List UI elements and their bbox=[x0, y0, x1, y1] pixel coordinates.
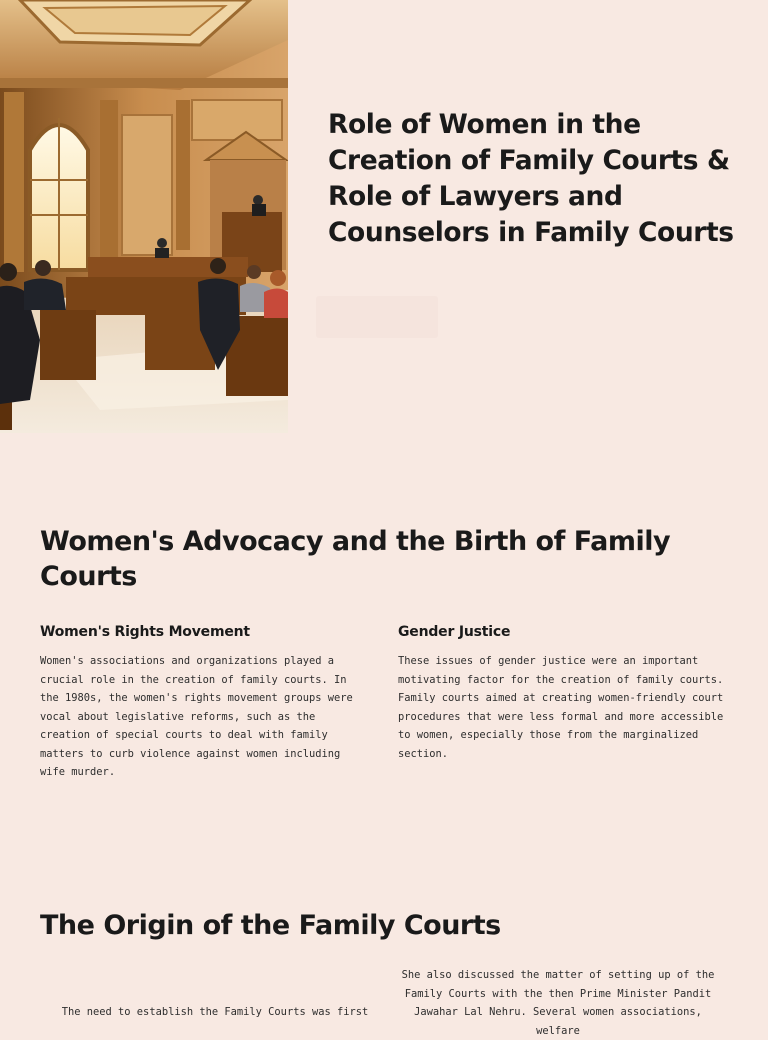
rights-movement-text: Women's associations and organizations played a crucial role in the creation of family courts. In the 1980s, the women's rights movement groups were vocal about legislative reforms, such as the creation of special courts to deal with family matters to curb violence against women including wife murder. bbox=[40, 655, 353, 778]
rights-movement-heading: Women's Rights Movement bbox=[40, 624, 250, 640]
hero-button[interactable] bbox=[316, 296, 438, 338]
advocacy-heading: Women's Advocacy and the Birth of Family Courts bbox=[40, 526, 671, 592]
page-title: Role of Women in the Creation of Family Courts & Role of Lawyers and Counselors in Family Courts bbox=[328, 109, 734, 248]
gender-justice-text: These issues of gender justice were an important motivating factor for the creation of family courts. Family courts aimed at creating women-friendly court procedures that were less formal and more accessible to women, especially those from the marginalized section. bbox=[398, 655, 724, 760]
courtroom-image bbox=[0, 0, 288, 433]
origin-left-text: The need to establish the Family Courts was first bbox=[61, 1006, 369, 1018]
gender-justice-heading: Gender Justice bbox=[398, 624, 511, 640]
origin-right-text: She also discussed the matter of setting up of the Family Courts with the then Prime Minister Pandit Jawahar Lal Nehru. Several women associations, welfare bbox=[401, 969, 715, 1037]
origin-heading: The Origin of the Family Courts bbox=[40, 910, 501, 941]
